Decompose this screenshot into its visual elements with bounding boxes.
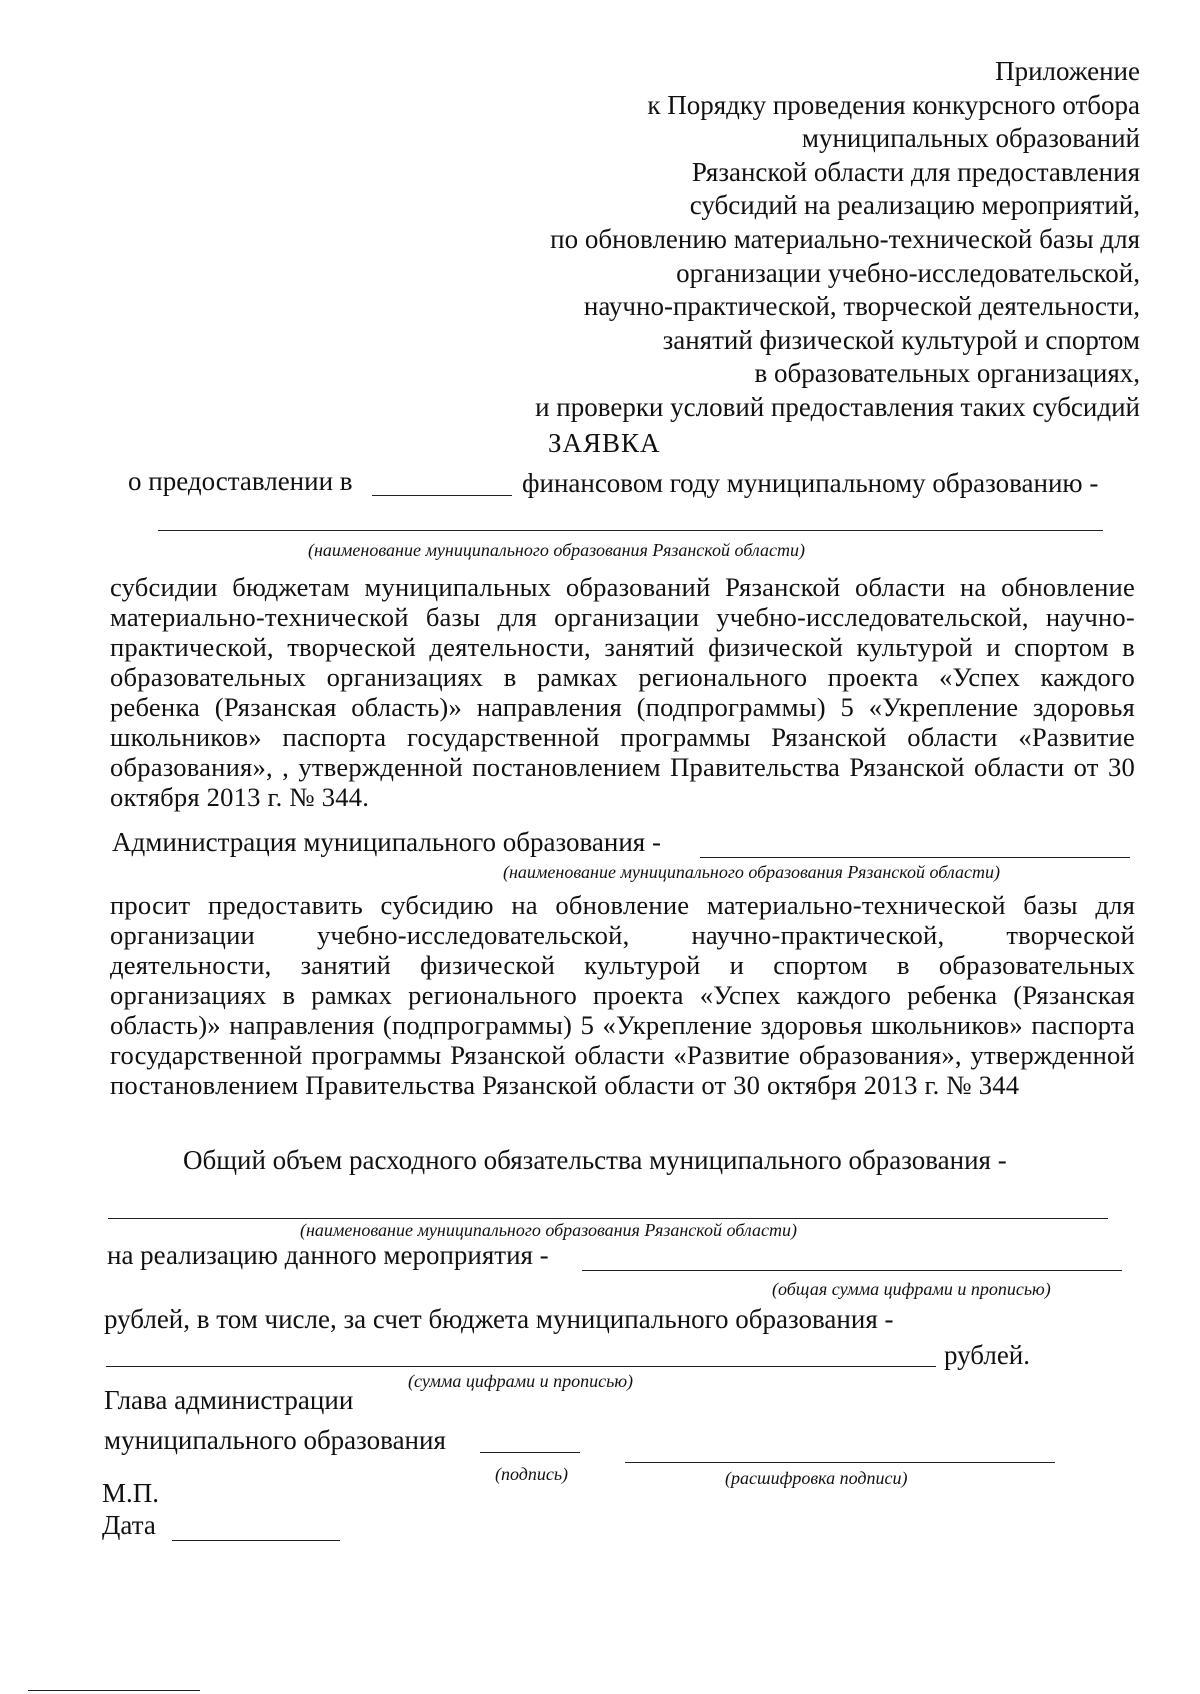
annex-line: муниципальных образований bbox=[801, 123, 1140, 154]
intro-suffix: финансовом году муниципальному образованию - bbox=[522, 468, 1099, 498]
date-label: Дата bbox=[102, 1510, 156, 1540]
annex-line: занятий физической культурой и спортом bbox=[662, 324, 1140, 355]
date-field[interactable] bbox=[172, 1540, 340, 1541]
annex-line: по обновлению материально-технической базы для bbox=[550, 223, 1140, 254]
municipality-name-caption: (наименование муниципального образования Рязанской области) bbox=[308, 540, 805, 560]
footnote-separator bbox=[28, 1690, 200, 1691]
annex-line: и проверки условий предоставления таких субсидий bbox=[535, 391, 1140, 422]
total-volume-municipality-field[interactable] bbox=[108, 1218, 1108, 1219]
implementation-label: на реализацию данного мероприятия - bbox=[107, 1240, 549, 1270]
total-amount-caption: (общая сумма цифрами и прописью) bbox=[772, 1279, 1051, 1299]
document-title: ЗАЯВКА bbox=[548, 428, 661, 458]
signature-field[interactable] bbox=[480, 1452, 580, 1453]
annex-line: Приложение bbox=[995, 56, 1140, 86]
budget-label: рублей, в том числе, за счет бюджета муниципального образования - bbox=[104, 1304, 894, 1334]
total-volume-municipality-caption: (наименование муниципального образования Рязанской области) bbox=[300, 1220, 797, 1240]
signature-caption: (подпись) bbox=[495, 1464, 569, 1484]
annex-line: научно-практической, творческой деятельности, bbox=[583, 291, 1140, 322]
intro-prefix: о предоставлении в bbox=[128, 466, 353, 496]
budget-amount-field[interactable] bbox=[106, 1366, 936, 1367]
budget-amount-caption: (сумма цифрами и прописью) bbox=[408, 1371, 634, 1391]
annex-header bbox=[535, 55, 1140, 425]
administration-name-caption: (наименование муниципального образования Рязанской области) bbox=[503, 862, 1000, 882]
signature-decoding-field[interactable] bbox=[625, 1462, 1055, 1463]
head-title-line1: Глава администрации bbox=[104, 1385, 354, 1415]
annex-line: к Порядку проведения конкурсного отбора bbox=[647, 89, 1140, 120]
annex-line: субсидий на реализацию мероприятий, bbox=[689, 190, 1140, 221]
annex-line: в образовательных организациях, bbox=[754, 358, 1140, 389]
annex-line: Рязанской области для предоставления bbox=[691, 156, 1140, 187]
administration-label: Администрация муниципального образования - bbox=[112, 827, 661, 857]
stamp-label: М.П. bbox=[102, 1478, 160, 1508]
total-volume-label: Общий объем расходного обязательства муниципального образования - bbox=[183, 1145, 1007, 1175]
head-title-line2: муниципального образования bbox=[104, 1425, 446, 1455]
year-field[interactable] bbox=[372, 495, 512, 496]
request-paragraph: просит предоставить субсидию на обновление материально-технической базы для организации учебно-исследовательской, научно-практической, творческой деятельности, занятий физической культурой и спортом в образовательных организациях в рамках регионального проекта «Успех каждого ребенка (Рязанская область)» направления (подпрограммы) 5 «Укрепление здоровья школьников» паспорта государственной программы Рязанской области «Развитие образования», утвержденной постановлением Правительства Рязанской области от 30 октября 2013 г. № 344 bbox=[110, 890, 1135, 1100]
signature-decoding-caption: (расшифровка подписи) bbox=[725, 1468, 908, 1488]
municipality-name-field[interactable] bbox=[158, 530, 1103, 531]
subsidy-description-paragraph: субсидии бюджетам муниципальных образований Рязанской области на обновление материально-технической базы для организации учебно-исследовательской, научно-практической, творческой деятельности, занятий физической культурой и спортом в образовательных организациях в рамках регионального проекта «Успех каждого ребенка (Рязанская область)» направления (подпрограммы) 5 «Укрепление здоровья школьников» паспорта государственной программы Рязанской области «Развитие образования», , утвержденной постановлением Правительства Рязанской области от 30 октября 2013 г. № 344. bbox=[110, 572, 1135, 812]
total-amount-field[interactable] bbox=[582, 1270, 1122, 1271]
administration-name-field[interactable] bbox=[700, 857, 1130, 858]
rubles-label: рублей. bbox=[944, 1340, 1031, 1370]
annex-line: организации учебно-исследовательской, bbox=[676, 257, 1140, 288]
